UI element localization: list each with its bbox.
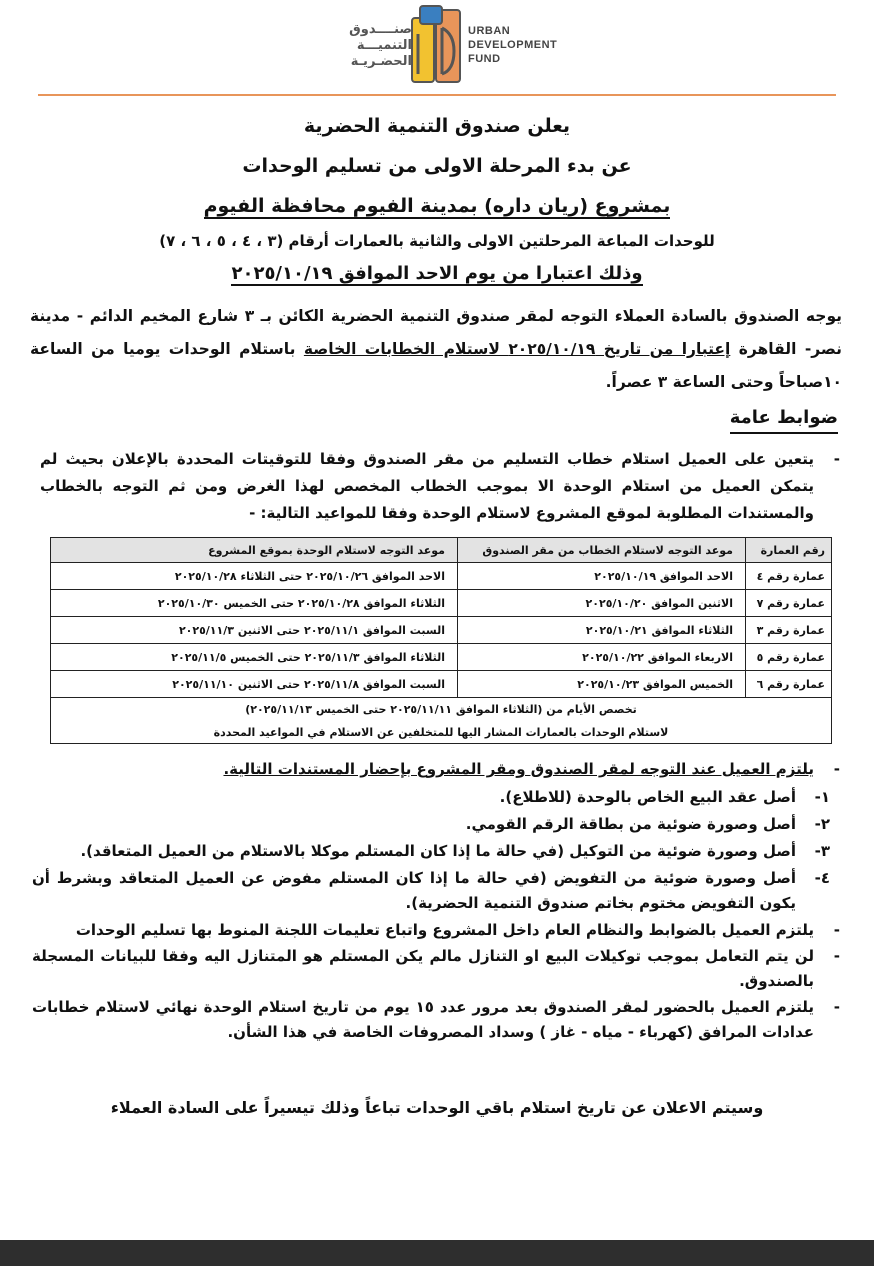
bottom-bar [0, 1240, 874, 1266]
table-note: تخصص الأيام من (الثلاثاء الموافق ٢٠٢٥/١١/١١ حتى الخميس ٢٠٢٥/١١/١٣) [51, 698, 832, 722]
table-note-row [51, 722, 832, 744]
column-header: رقم العمارة [746, 538, 832, 563]
documents-section [32, 756, 840, 1045]
table-cell: الثلاثاء الموافق ٢٠٢٥/١٠/٢٨ حتى الخميس ٢٠٢٥/١٠/٣٠ [51, 590, 458, 617]
list-item: - يلتزم العميل بالحضور لمقر الصندوق بعد مرور عدد ١٥ يوم من تاريخ استلام الوحدة نهائي لاستلام خطابات عدادات المرافق (كهرباء - مياه - غاز ) وسداد المصروفات الخاصة في هذا الشأن. [32, 998, 840, 1041]
logo-mark-icon [408, 4, 464, 86]
table-row [51, 563, 832, 590]
list-item: - يتعين على العميل استلام خطاب التسليم من مقر الصندوق وفقا للتوقيتات المحددة بالإعلان بحيث لم يتمكن العميل من استلام الوحدة الا بموجب الخطاب المخصص لهذا الغرض ومن ثم التوجه بالخطاب والمستندات المطلوبة لموقع المشروع لاستلام الوحدة وفقا للمواعيد التالية: - [40, 450, 840, 522]
intro-emphasis: إعتبارا من تاريخ ٢٠٢٥/١٠/١٩ لاستلام الخطابات الخاصة [303, 340, 731, 358]
table-cell: الثلاثاء الموافق ٢٠٢٥/١٠/٢١ [458, 617, 746, 644]
title-line-1: يعلن صندوق التنمية الحضرية [303, 115, 571, 137]
title-line-5: وذلك اعتبارا من يوم الاحد الموافق ٢٠٢٥/١٠/١٩ [231, 263, 643, 284]
table-cell: عمارة رقم ٦ [746, 671, 832, 698]
logo-english-text: URBAN DEVELOPMENT FUND [468, 25, 558, 65]
list-item: ٤- أصل وصورة ضوئية من التفويض (في حالة ما إذا كان المستلم مفوض عن العميل المتعاقد وبشرط أن يكون التفويض مختوم بخاتم صندوق التنمية الحضرية). [32, 869, 830, 912]
logo-arabic-text: صنــــدوق التنميـــة الحضـريـة [349, 22, 412, 69]
table-cell: عمارة رقم ٣ [746, 617, 832, 644]
list-item: - يلتزم العميل بالضوابط والنظام العام داخل المشروع واتباع تعليمات اللجنة المنوط بها تسليم الوحدات [75, 921, 840, 939]
announcement-titles [30, 106, 844, 292]
table-cell: عمارة رقم ٧ [746, 590, 832, 617]
schedule-table [50, 537, 832, 744]
table-cell: الخميس الموافق ٢٠٢٥/١٠/٢٣ [458, 671, 746, 698]
table-cell: عمارة رقم ٤ [746, 563, 832, 590]
table-row [51, 671, 832, 698]
table-cell: الثلاثاء الموافق ٢٠٢٥/١١/٣ حتى الخميس ٢٠٢٥/١١/٥ [51, 644, 458, 671]
header-divider [38, 94, 836, 96]
table-cell: الاحد الموافق ٢٠٢٥/١٠/٢٦ حتى الثلاثاء ٢٠٢٥/١٠/٢٨ [51, 563, 458, 590]
table-row [51, 617, 832, 644]
table-cell: الاثنين الموافق ٢٠٢٥/١٠/٢٠ [458, 590, 746, 617]
title-line-3: بمشروع (ريان داره) بمدينة الفيوم محافظة الفيوم [203, 195, 671, 217]
general-rules-list [40, 446, 840, 527]
list-item: ٢- أصل وصورة ضوئية من بطاقة الرقم القومي. [465, 815, 830, 833]
table-cell: عمارة رقم ٥ [746, 644, 832, 671]
title-line-2: عن بدء المرحلة الاولى من تسليم الوحدات [242, 155, 632, 177]
table-note-row [51, 698, 832, 722]
table-cell: السبت الموافق ٢٠٢٥/١١/١ حتى الاثنين ٢٠٢٥/١١/٣ [51, 617, 458, 644]
column-header: موعد التوجه لاستلام الوحدة بموقع المشروع [51, 538, 458, 563]
table-cell: السبت الموافق ٢٠٢٥/١١/٨ حتى الاثنين ٢٠٢٥/١١/١٠ [51, 671, 458, 698]
table-note: لاستلام الوحدات بالعمارات المشار اليها للمتخلفين عن الاستلام في المواعيد المحددة [51, 722, 832, 744]
title-line-4: للوحدات المباعة المرحلتين الاولى والثانية بالعمارات أرقام (٣ ، ٤ ، ٥ ، ٦ ، ٧) [159, 232, 715, 250]
general-rules-title: ضوابط عامة [730, 404, 838, 434]
table-header-row [51, 538, 832, 563]
table-row [51, 644, 832, 671]
urban-development-fund-logo [300, 0, 570, 90]
closing-statement: وسيتم الاعلان عن تاريخ استلام باقي الوحدات تباعاً وذلك تيسيراً على السادة العملاء [110, 1098, 764, 1117]
column-header: موعد التوجه لاستلام الخطاب من مقر الصندوق [458, 538, 746, 563]
table-cell: الاحد الموافق ٢٠٢٥/١٠/١٩ [458, 563, 746, 590]
list-item: - لن يتم التعامل بموجب توكيلات البيع او التنازل مالم يكن المستلم هو المتنازل اليه وفقا للبيانات المسجلة بالصندوق. [32, 947, 840, 990]
list-item: ٣- أصل وصورة ضوئية من التوكيل (في حالة ما إذا كان المستلم موكلا بالاستلام من العميل المتعاقد). [80, 842, 830, 860]
list-item: ١- أصل عقد البيع الخاص بالوحدة (للاطلاع). [499, 788, 830, 806]
documents-heading: - يلتزم العميل عند التوجه لمقر الصندوق ومقر المشروع بإحضار المستندات التالية. [223, 760, 840, 778]
table-row [51, 590, 832, 617]
table-cell: الاربعاء الموافق ٢٠٢٥/١٠/٢٢ [458, 644, 746, 671]
intro-paragraph: يوجه الصندوق بالسادة العملاء التوجه لمقر صندوق التنمية الحضرية الكائن بـ ٣ شارع المخيم الدائم - مدينة نصر- القاهرة إعتبارا من تاريخ ٢٠٢٥/١٠/١٩ لاستلام الخطابات الخاصة باستلام الوحدات يوميا من الساعة ١٠صباحاً وحتى الساعة ٣ عصراً. [30, 307, 843, 391]
